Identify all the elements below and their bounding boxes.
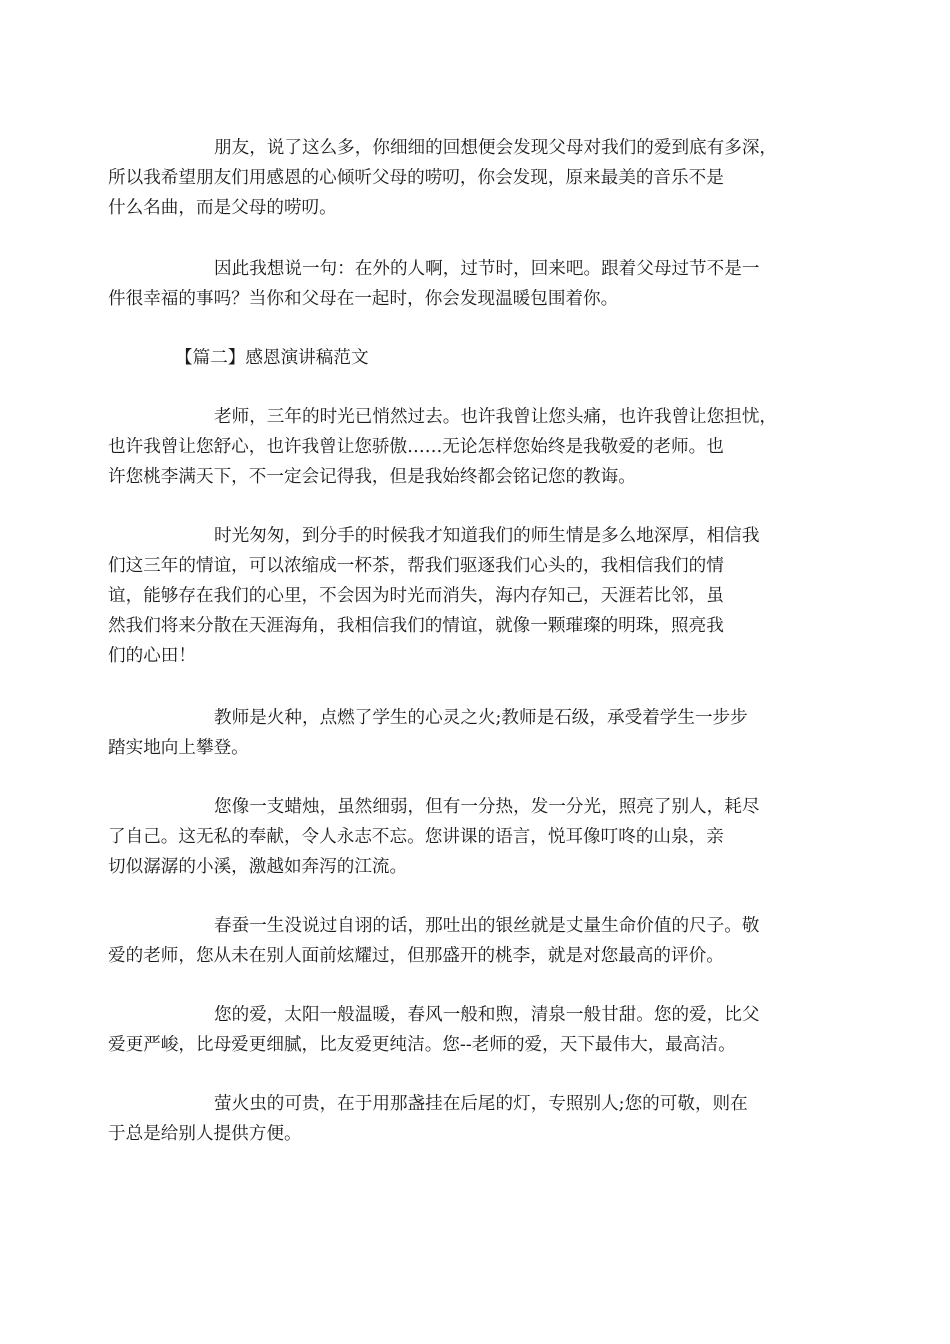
paragraph-parents-love bbox=[108, 133, 824, 223]
paragraph-teacher-three-years bbox=[108, 402, 824, 492]
text-line: 们这三年的情谊，可以浓缩成一杯茶，帮我们驱逐我们心头的，我相信我们的情 bbox=[108, 556, 724, 576]
text-line: 于总是给别人提供方便。 bbox=[108, 1124, 302, 1144]
text-line: 件很幸福的事吗？当你和父母在一起时，你会发现温暖包围着你。 bbox=[108, 289, 619, 309]
text-line: 时光匆匆，到分手的时候我才知道我们的师生情是多么地深厚，相信我 bbox=[214, 526, 760, 546]
text-line: 所以我希望朋友们用感恩的心倾听父母的唠叨，你会发现，原来最美的音乐不是 bbox=[108, 168, 724, 188]
text-line: 切似潺潺的小溪，激越如奔泻的江流。 bbox=[108, 857, 408, 877]
text-line: 萤火虫的可贵，在于用那盏挂在后尾的灯，专照别人;您的可敬，则在 bbox=[214, 1094, 748, 1114]
paragraph-time-flies bbox=[108, 521, 824, 671]
text-line: 朋友，说了这么多，你细细的回想便会发现父母对我们的爱到底有多深， bbox=[214, 138, 778, 158]
paragraph-firefly bbox=[108, 1089, 824, 1149]
text-line: 爱的老师，您从未在别人面前炫耀过，但那盛开的桃李，就是对您最高的评价。 bbox=[108, 946, 724, 966]
text-line: 教师是火种，点燃了学生的心灵之火;教师是石级，承受着学生一步步 bbox=[214, 708, 748, 728]
text-line: 您像一支蜡烛，虽然细弱，但有一分热，发一分光，照亮了别人，耗尽 bbox=[214, 797, 760, 817]
text-line: 然我们将来分散在天涯海角，我相信我们的情谊，就像一颗璀璨的明珠，照亮我 bbox=[108, 616, 724, 636]
text-line: 许您桃李满天下，不一定会记得我，但是我始终都会铭记您的教诲。 bbox=[108, 467, 636, 487]
text-line: 春蚕一生没说过自诩的话，那吐出的银丝就是丈量生命价值的尺子。敬 bbox=[214, 916, 760, 936]
text-line: 爱更严峻，比母爱更细腻，比友爱更纯洁。您--老师的爱，天下最伟大，最高洁。 bbox=[108, 1035, 736, 1055]
text-line: 什么名曲，而是父母的唠叨。 bbox=[108, 198, 337, 218]
text-line: 您的爱，太阳一般温暖，春风一般和煦，清泉一般甘甜。您的爱，比父 bbox=[214, 1005, 760, 1025]
text-line: 也许我曾让您舒心，也许我曾让您骄傲……无论怎样您始终是我敬爱的老师。也 bbox=[108, 437, 724, 457]
text-line: 踏实地向上攀登。 bbox=[108, 738, 249, 758]
text-line: 因此我想说一句：在外的人啊，过节时，回来吧。跟着父母过节不是一 bbox=[214, 259, 760, 279]
paragraph-your-love bbox=[108, 1000, 824, 1060]
text-line: 们的心田！ bbox=[108, 646, 196, 666]
paragraph-teacher-fire bbox=[108, 703, 824, 763]
text-line: 老师，三年的时光已悄然过去。也许我曾让您头痛，也许我曾让您担忧， bbox=[214, 407, 778, 427]
text-line: 谊，能够存在我们的心里，不会因为时光而消失，海内存知己，天涯若比邻，虽 bbox=[108, 586, 724, 606]
section-heading: 【篇二】感恩演讲稿范文 bbox=[175, 348, 369, 368]
paragraph-candle bbox=[108, 792, 824, 882]
paragraph-silkworm bbox=[108, 911, 824, 971]
text-line: 了自己。这无私的奉献，令人永志不忘。您讲课的语言，悦耳像叮咚的山泉，亲 bbox=[108, 827, 724, 847]
paragraph-come-home bbox=[108, 254, 824, 314]
